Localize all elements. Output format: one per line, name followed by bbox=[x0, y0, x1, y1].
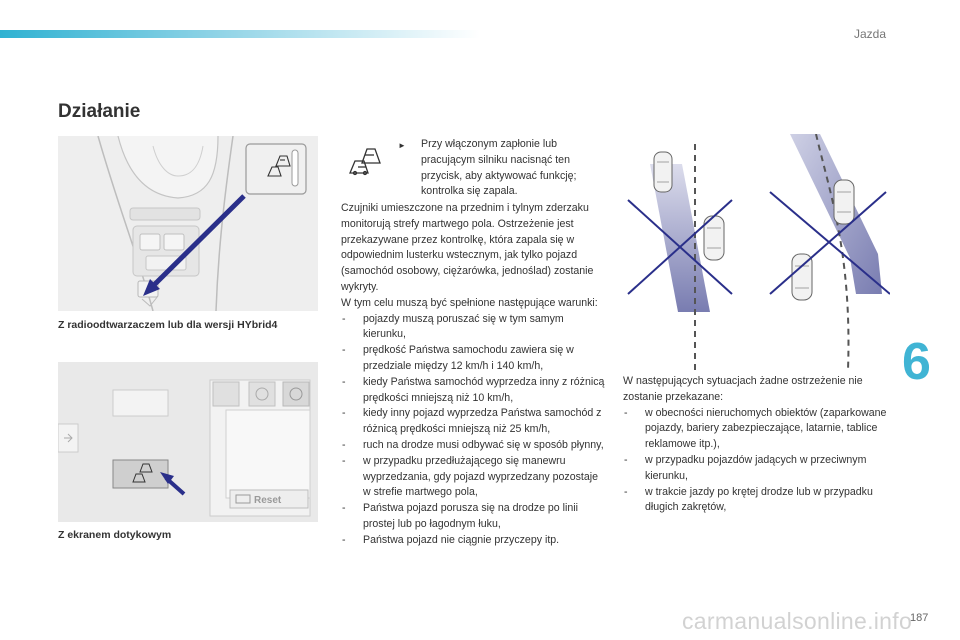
right-text-column bbox=[623, 374, 891, 516]
bullet-arrow-icon: ► bbox=[398, 141, 406, 150]
list-item: - w przypadku pojazdów jadących w przeciwnym kierunku, bbox=[623, 453, 891, 485]
list-item: - w obecności nieruchomych obiektów (zaparkowane pojazdy, bariery zabezpieczające, latarnie, tablice reklamowe itp.), bbox=[623, 406, 891, 453]
list-item: - w trakcie jazdy po krętej drodze lub w przypadku długich zakrętów, bbox=[623, 485, 891, 517]
header-accent-bar bbox=[0, 30, 480, 38]
page-heading: Działanie bbox=[58, 101, 141, 122]
section-title: Jazda bbox=[853, 27, 886, 41]
conditions-intro: W tym celu muszą być spełnione następujące warunki: bbox=[341, 296, 598, 309]
chapter-number: 6 bbox=[902, 333, 931, 391]
touchscreen-illustration bbox=[58, 362, 318, 522]
list-item: - kiedy inny pojazd wyprzedza Państwa samochód z różnicą prędkości mniejszą niż 25 km/h, bbox=[341, 406, 607, 438]
caption-touchscreen: Z ekranem dotykowym bbox=[58, 529, 172, 541]
page-number: 187 bbox=[910, 612, 929, 624]
list-item: - Państwa pojazd nie ciągnie przyczepy itp. bbox=[341, 533, 607, 549]
list-item: - pojazdy muszą poruszać się w tym samym kierunku, bbox=[341, 312, 607, 344]
conditions-list bbox=[341, 312, 607, 549]
watermark: carmanualsonline.info bbox=[682, 608, 913, 634]
intro-paragraph: Czujniki umieszczone na przednim i tylnym zderzaku monitorują strefy martwego pola. Ostrzeżenie jest przekazywane przez kontrolkę, która zapala się w odpowiednim lusterku wstecznym, jak tylko pojazd (samochód osobowy, ciężarówka, jednoślad) zostanie wykryty. bbox=[341, 202, 594, 293]
console-illustration bbox=[58, 136, 318, 311]
caption-radio: Z radioodtwarzaczem lub dla wersji HYbrid4 bbox=[58, 319, 278, 331]
reset-label: Reset bbox=[254, 495, 282, 506]
list-item: - prędkość Państwa samochodu zawiera się w przedziale między 12 km/h i 140 km/h, bbox=[341, 343, 607, 375]
blind-spot-button-icon bbox=[346, 141, 384, 177]
list-item: - kiedy Państwa samochód wyprzedza inny z różnicą prędkości mniejszą niż 10 km/h, bbox=[341, 375, 607, 407]
middle-text-column bbox=[341, 201, 607, 549]
list-item: - ruch na drodze musi odbywać się w sposób płynny, bbox=[341, 438, 607, 454]
no-warning-list bbox=[623, 406, 891, 517]
instruction-text: Przy włączonym zapłonie lub pracującym silniku nacisnąć ten przycisk, aby aktywować funkcję; kontrolka się zapala. bbox=[421, 138, 577, 198]
list-item: - Państwa pojazd porusza się na drodze po linii prostej lub po łagodnym łuku, bbox=[341, 501, 607, 533]
no-warning-intro: W następujących sytuacjach żadne ostrzeżenie nie zostanie przekazane: bbox=[623, 375, 863, 403]
road-scene-illustration bbox=[620, 134, 890, 370]
list-item: - w przypadku przedłużającego się manewru wyprzedzania, gdy pojazd wyprzedzany pozostaje w strefie martwego pola, bbox=[341, 454, 607, 501]
